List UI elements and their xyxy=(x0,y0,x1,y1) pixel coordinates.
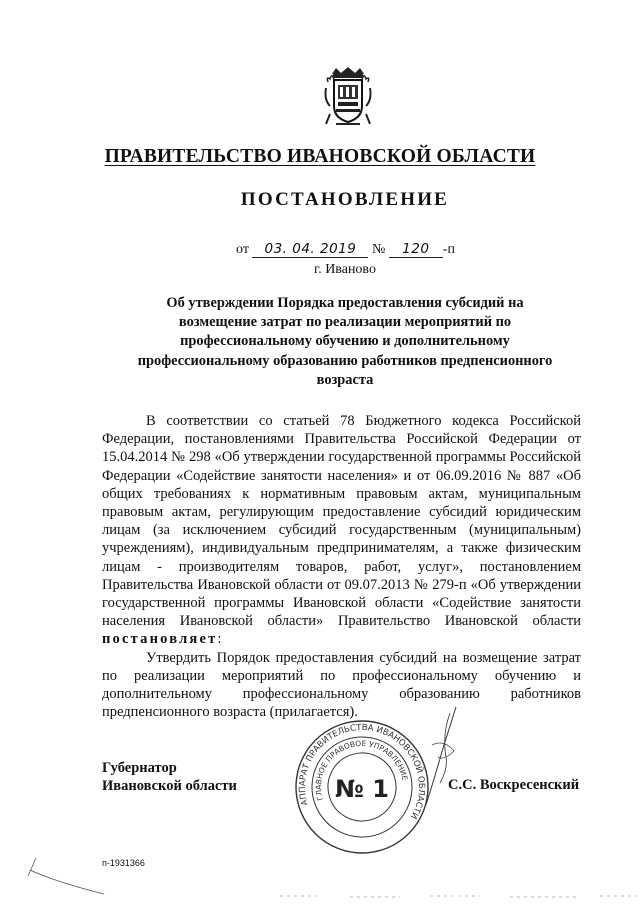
paragraph-1-end: : xyxy=(217,631,222,648)
document-heading: Об утверждении Порядка предоставления субсидий на возмещение затрат по реализации мероприятий по профессиональному обучению и дополнительному профессиональному образованию работников предпенсионного возраста xyxy=(137,295,553,388)
document-type: ПОСТАНОВЛЕНИЕ xyxy=(240,189,450,210)
seal-outer-text: АППАРАТ ПРАВИТЕЛЬСТВА ИВАНОВСКОЙ ОБЛАСТИ xyxy=(297,722,427,821)
document-number: 120 xyxy=(389,242,443,258)
document-date: 03. 04. 2019 xyxy=(252,242,368,258)
decree-word: постановляет xyxy=(102,631,218,648)
government-title: ПРАВИТЕЛЬСТВО ИВАНОВСКОЙ ОБЛАСТИ xyxy=(104,146,536,167)
signer-position-line-2: Ивановской области xyxy=(102,778,237,794)
handwritten-signature xyxy=(404,705,474,810)
scan-noise xyxy=(280,888,640,900)
document-body xyxy=(102,412,581,721)
date-number-line xyxy=(236,242,455,258)
scan-mark xyxy=(26,856,106,896)
seal-inner-text: ГЛАВНОЕ ПРАВОВОЕ УПРАВЛЕНИЕ xyxy=(313,738,410,802)
date-prefix: от xyxy=(236,242,249,257)
coat-of-arms-icon xyxy=(322,66,374,128)
city: г. Иваново xyxy=(314,262,376,277)
seal-number: № 1 xyxy=(335,775,389,803)
body-paragraph-2: Утвердить Порядок предоставления субсидий на возмещение затрат по реализации мероприятий по профессиональному обучению и дополнительному профессиональному образованию работников предпенсионного возраста (прилагается). xyxy=(102,649,581,721)
signer-position xyxy=(102,759,237,795)
paragraph-1-text: В соответствии со статьей 78 Бюджетного кодекса Российской Федерации, постановлениями Правительства Российской Федерации от 15.04.2014 № 298 «Об утверждении государственной программы Российской Федерации «Содействие занятости населения» и от 06.09.2016 № 887 «Об общих требованиях к нормативным правовым актам, муниципальным правовым актам, регулирующим предоставление субсидий юридическим лицам (за исключением субсидий государственным (муниципальным) учреждениям), индивидуальным предпринимателям, а также физическим лицам - производителям товаров, работ, услуг», постановлением Правительства Ивановской области от 09.07.2013 № 279-п «Об утверждении государственной программы Ивановской области «Содействие занятости населения Ивановской области» Правительство Ивановской области xyxy=(102,413,581,630)
number-suffix: -п xyxy=(442,242,455,257)
document-code: п-1931366 xyxy=(102,858,145,868)
number-prefix: № xyxy=(371,242,386,257)
signer-name: С.С. Воскресенский xyxy=(448,777,580,793)
body-paragraph-1 xyxy=(102,412,581,649)
signer-position-line-1: Губернатор xyxy=(102,760,177,776)
